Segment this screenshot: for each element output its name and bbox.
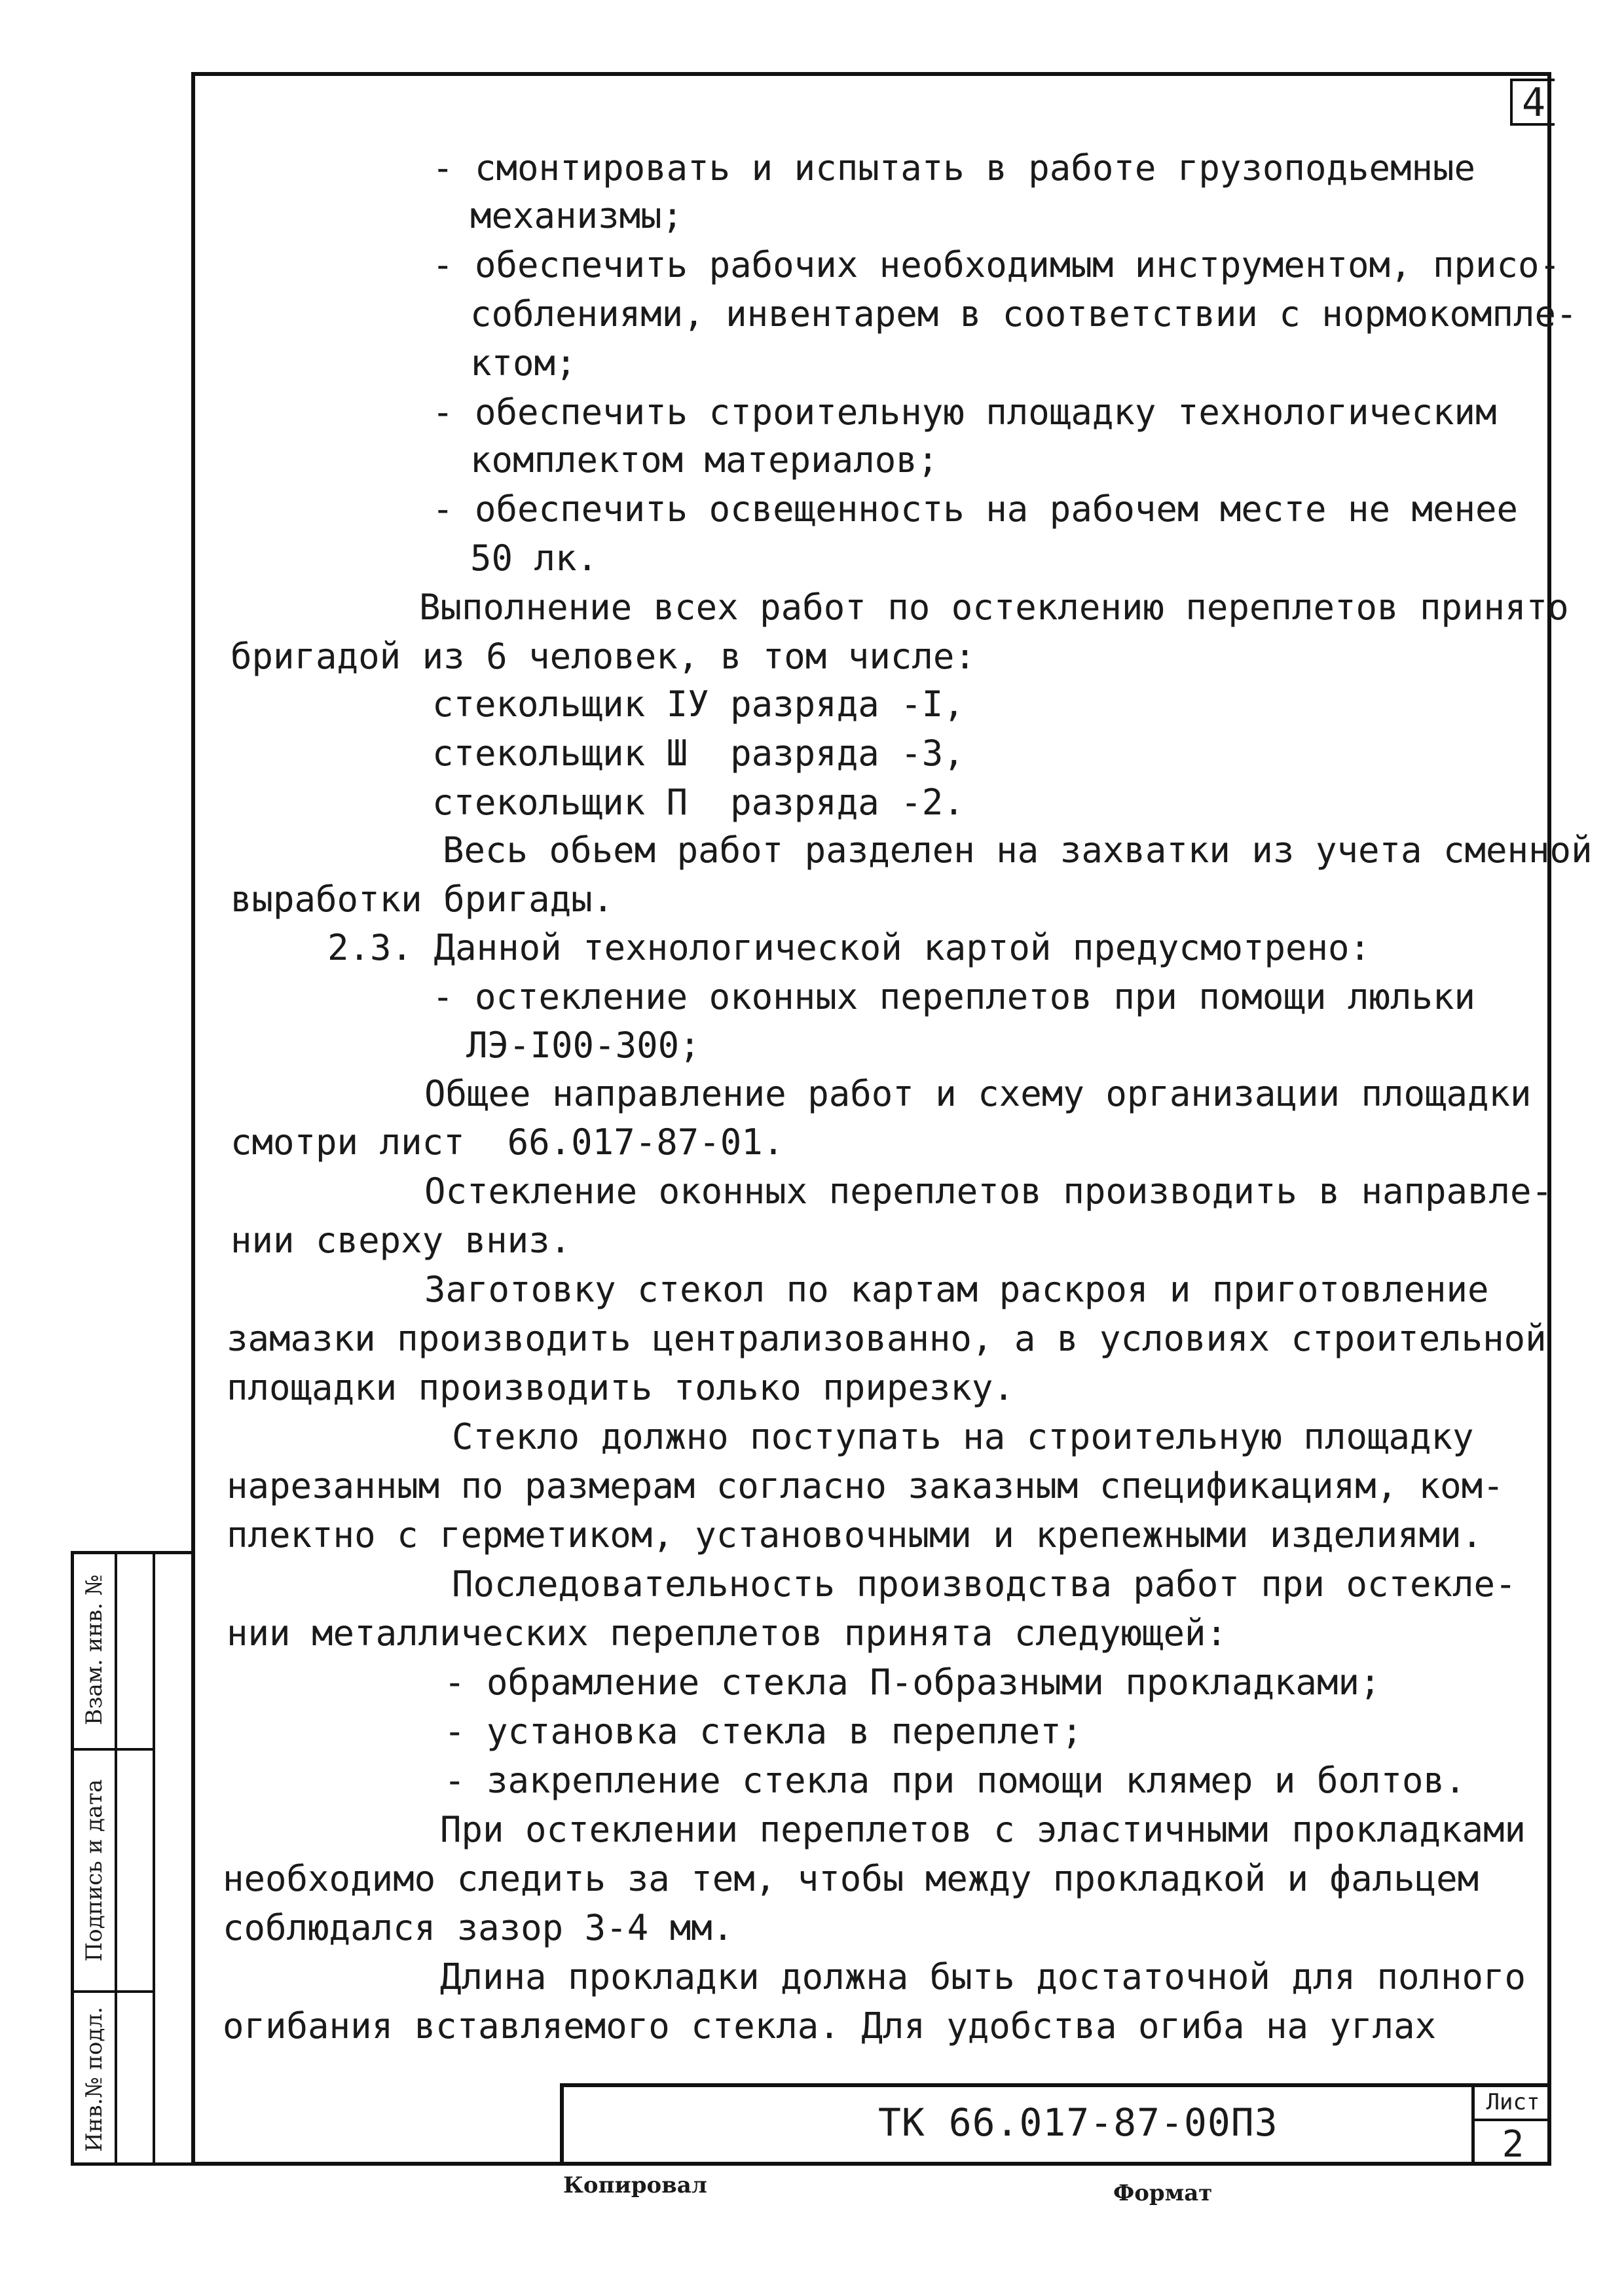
text-line: - закрепление стекла при помощи клямер и болтов. bbox=[444, 1760, 1466, 1801]
text-line: смотри лист 66.017-87-01. bbox=[231, 1121, 784, 1163]
text-line: ЛЭ-I00-300; bbox=[466, 1025, 701, 1066]
sheet-box bbox=[1471, 2087, 1551, 2166]
text-line: огибания вставляемого стекла. Для удобства огиба на углах bbox=[223, 2005, 1437, 2047]
text-line: - остекление оконных переплетов при помощи люльки bbox=[432, 976, 1476, 1017]
text-line: механизмы; bbox=[470, 195, 684, 236]
text-line: - обеспечить строительную площадку технологическим bbox=[432, 392, 1497, 433]
footer-format: Формат bbox=[1113, 2180, 1213, 2206]
text-line: нии металлических переплетов принята следующей: bbox=[227, 1613, 1228, 1654]
text-line: 2.3. Данной технологической картой предусмотрено: bbox=[327, 927, 1371, 968]
approval-stamp-strip bbox=[71, 1551, 191, 2166]
page-number: 4 bbox=[1510, 79, 1555, 126]
text-line: выработки бригады. bbox=[231, 879, 614, 920]
text-line: бригадой из 6 человек, в том числе: bbox=[231, 636, 976, 677]
text-line: необходимо следить за тем, чтобы между прокладкой и фальцем bbox=[223, 1858, 1479, 1899]
text-line: ктом; bbox=[470, 342, 577, 384]
text-line: 50 лк. bbox=[470, 538, 599, 579]
stamp-label-inv-zam: Взам. инв. № bbox=[81, 1574, 107, 1726]
text-line: комплектом материалов; bbox=[470, 439, 939, 481]
text-line: Остекление оконных переплетов производить в направле- bbox=[424, 1171, 1553, 1212]
text-line: стекольщик IУ разряда -I, bbox=[432, 683, 965, 725]
text-line: нарезанным по размерам согласно заказным спецификациям, ком- bbox=[227, 1465, 1504, 1506]
stamp-value-cell bbox=[115, 1990, 153, 2166]
text-line: - смонтировать и испытать в работе грузоподьемные bbox=[432, 147, 1476, 189]
stamp-cell-podpis bbox=[74, 1748, 115, 1990]
title-block bbox=[560, 2083, 1551, 2166]
text-line: - обрамление стекла П-образными прокладками; bbox=[444, 1662, 1381, 1703]
sheet-label: Лист bbox=[1475, 2087, 1551, 2121]
text-line: Общее направление работ и схему организации площадки bbox=[424, 1073, 1532, 1114]
text-line: Весь обьем работ разделен на захватки из учета сменной bbox=[443, 829, 1593, 871]
text-line: Стекло должно поступать на строительную площадку bbox=[452, 1416, 1474, 1457]
text-line: соблюдался зазор 3-4 мм. bbox=[223, 1907, 734, 1948]
text-line: соблениями, инвентарем в соответствии с нормокомпле- bbox=[470, 293, 1578, 335]
stamp-value-cell bbox=[115, 1748, 153, 1990]
stamp-cell-inv-zam bbox=[74, 1552, 115, 1748]
stamp-cell-inv-podl bbox=[74, 1990, 115, 2166]
text-line: стекольщик П разряда -2. bbox=[432, 782, 965, 823]
text-line: площадки производить только прирезку. bbox=[227, 1367, 1014, 1408]
sheet-number: 2 bbox=[1502, 2123, 1524, 2166]
text-line: плектно с герметиком, установочными и крепежными изделиями. bbox=[227, 1514, 1483, 1556]
stamp-label-column bbox=[74, 1554, 117, 2162]
text-line: замазки производить централизованно, а в условиях строительной bbox=[227, 1318, 1547, 1359]
footer-copied: Копировал bbox=[563, 2172, 707, 2198]
document-code: ТК 66.017-87-00ПЗ bbox=[878, 2100, 1278, 2145]
text-line: Последовательность производства работ при остекле- bbox=[452, 1563, 1517, 1605]
stamp-label-inv-podl: Инв.№ подл. bbox=[81, 2007, 107, 2152]
text-line: стекольщик Ш разряда -3, bbox=[432, 733, 965, 774]
text-line: Заготовку стекол по картам раскроя и приготовление bbox=[424, 1269, 1489, 1310]
text-line: Длина прокладки должна быть достаточной для полного bbox=[440, 1956, 1526, 1997]
stamp-label-podpis: Подпись и дата bbox=[81, 1779, 107, 1962]
text-line: нии сверху вниз. bbox=[231, 1220, 572, 1261]
text-line: - обеспечить рабочих необходимым инструментом, присо- bbox=[432, 244, 1561, 285]
stamp-value-column bbox=[115, 1554, 155, 2162]
text-line: - обеспечить освещенность на рабочем месте не менее bbox=[432, 488, 1519, 530]
text-line: При остеклении переплетов с эластичными прокладками bbox=[440, 1809, 1526, 1850]
text-line: - установка стекла в переплет; bbox=[444, 1711, 1083, 1752]
text-line: Выполнение всех работ по остеклению переплетов принято bbox=[419, 587, 1569, 628]
